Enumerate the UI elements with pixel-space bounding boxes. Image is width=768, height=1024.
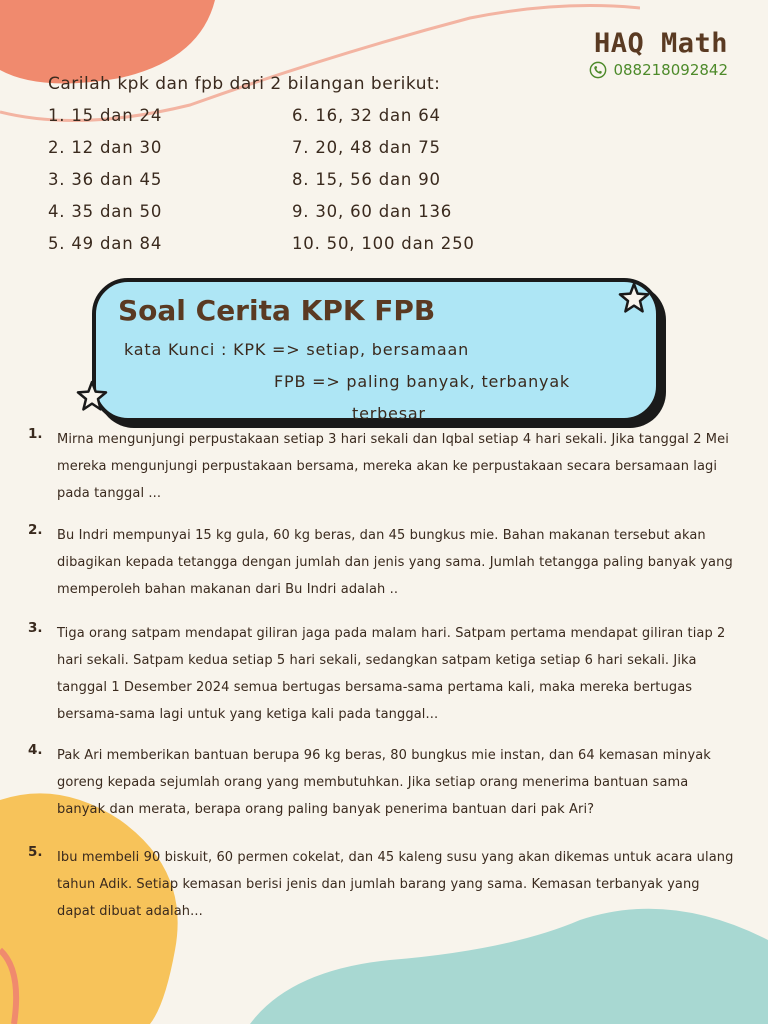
story-number: 5.	[28, 844, 43, 860]
star-icon	[618, 282, 650, 314]
story-text: Tiga orang satpam mendapat giliran jaga pada malam hari. Satpam pertama mendapat giliran tiap 2 hari sekali. Satpam kedua setiap 5 hari sekali, sedangkan satpam ketiga setiap 6 hari sekali. Jika tanggal 1 Desember 2024 semua bertugas bersama-sama pertama kali, maka mereka bertugas bersama-sama lagi untuk yang ketiga kali pada tanggal...	[57, 626, 726, 722]
exercise-item: 5. 49 dan 84	[48, 234, 163, 253]
keyword-box	[84, 274, 664, 424]
exercise-item: 10. 50, 100 dan 250	[292, 234, 475, 253]
story-number: 1.	[28, 426, 43, 442]
exercise-item: 1. 15 dan 24	[48, 106, 163, 125]
exercise-item: 3. 36 dan 45	[48, 170, 163, 189]
story-text: Ibu membeli 90 biskuit, 60 permen cokelat, dan 45 kaleng susu yang akan dikemas untuk acara ulang tahun Adik. Setiap kemasan berisi jenis dan jumlah barang yang sama. Kemasan terbanyak yang dapat dibuat adalah...	[57, 850, 734, 919]
exercise-item: 2. 12 dan 30	[48, 138, 163, 157]
story-problem	[28, 844, 740, 925]
exercise-instructions: Carilah kpk dan fpb dari 2 bilangan berikut:	[48, 74, 441, 94]
keyword-line-fpb: FPB => paling banyak, terbanyak	[274, 372, 570, 391]
story-problem	[28, 426, 740, 507]
story-problem	[28, 620, 740, 728]
star-icon	[76, 380, 108, 412]
story-text: Mirna mengunjungi perpustakaan setiap 3 hari sekali dan Iqbal setiap 4 hari sekali. Jika tanggal 2 Mei mereka mengunjungi perpustakaan bersama, mereka akan ke perpustakaan secara bersamaan lagi pada tanggal ...	[57, 432, 729, 501]
brand-phone-row	[589, 61, 728, 79]
story-text: Bu Indri mempunyai 15 kg gula, 60 kg beras, dan 45 bungkus mie. Bahan makanan tersebut akan dibagikan kepada tetangga dengan jumlah dan jenis yang sama. Jumlah tetangga paling banyak yang memperoleh bahan makanan dari Bu Indri adalah ..	[57, 528, 733, 597]
coral-arc-bottom-left	[0, 940, 40, 1024]
story-problem	[28, 742, 740, 823]
box-title: Soal Cerita KPK FPB	[118, 294, 436, 327]
keyword-line-kpk: kata Kunci : KPK => setiap, bersamaan	[124, 340, 470, 359]
story-problem	[28, 522, 740, 603]
story-number: 3.	[28, 620, 43, 636]
story-text: Pak Ari memberikan bantuan berupa 96 kg beras, 80 bungkus mie instan, dan 64 kemasan minyak goreng kepada sejumlah orang yang membutuhkan. Jika setiap orang menerima bantuan sama banyak dan merata, berapa orang paling banyak penerima bantuan dari pak Ari?	[57, 748, 711, 817]
keyword-box-panel	[92, 278, 660, 422]
exercise-item: 6. 16, 32 dan 64	[292, 106, 441, 125]
story-number: 4.	[28, 742, 43, 758]
exercise-item: 9. 30, 60 dan 136	[292, 202, 453, 221]
exercise-item: 7. 20, 48 dan 75	[292, 138, 441, 157]
keyword-line-extra: terbesar	[352, 404, 426, 423]
story-number: 2.	[28, 522, 43, 538]
exercise-item: 8. 15, 56 dan 90	[292, 170, 441, 189]
phone-icon	[589, 61, 607, 79]
exercise-item: 4. 35 dan 50	[48, 202, 163, 221]
phone-number: 088218092842	[613, 61, 728, 79]
brand-title: HAQ Math	[593, 28, 728, 59]
brand-header	[589, 28, 728, 79]
